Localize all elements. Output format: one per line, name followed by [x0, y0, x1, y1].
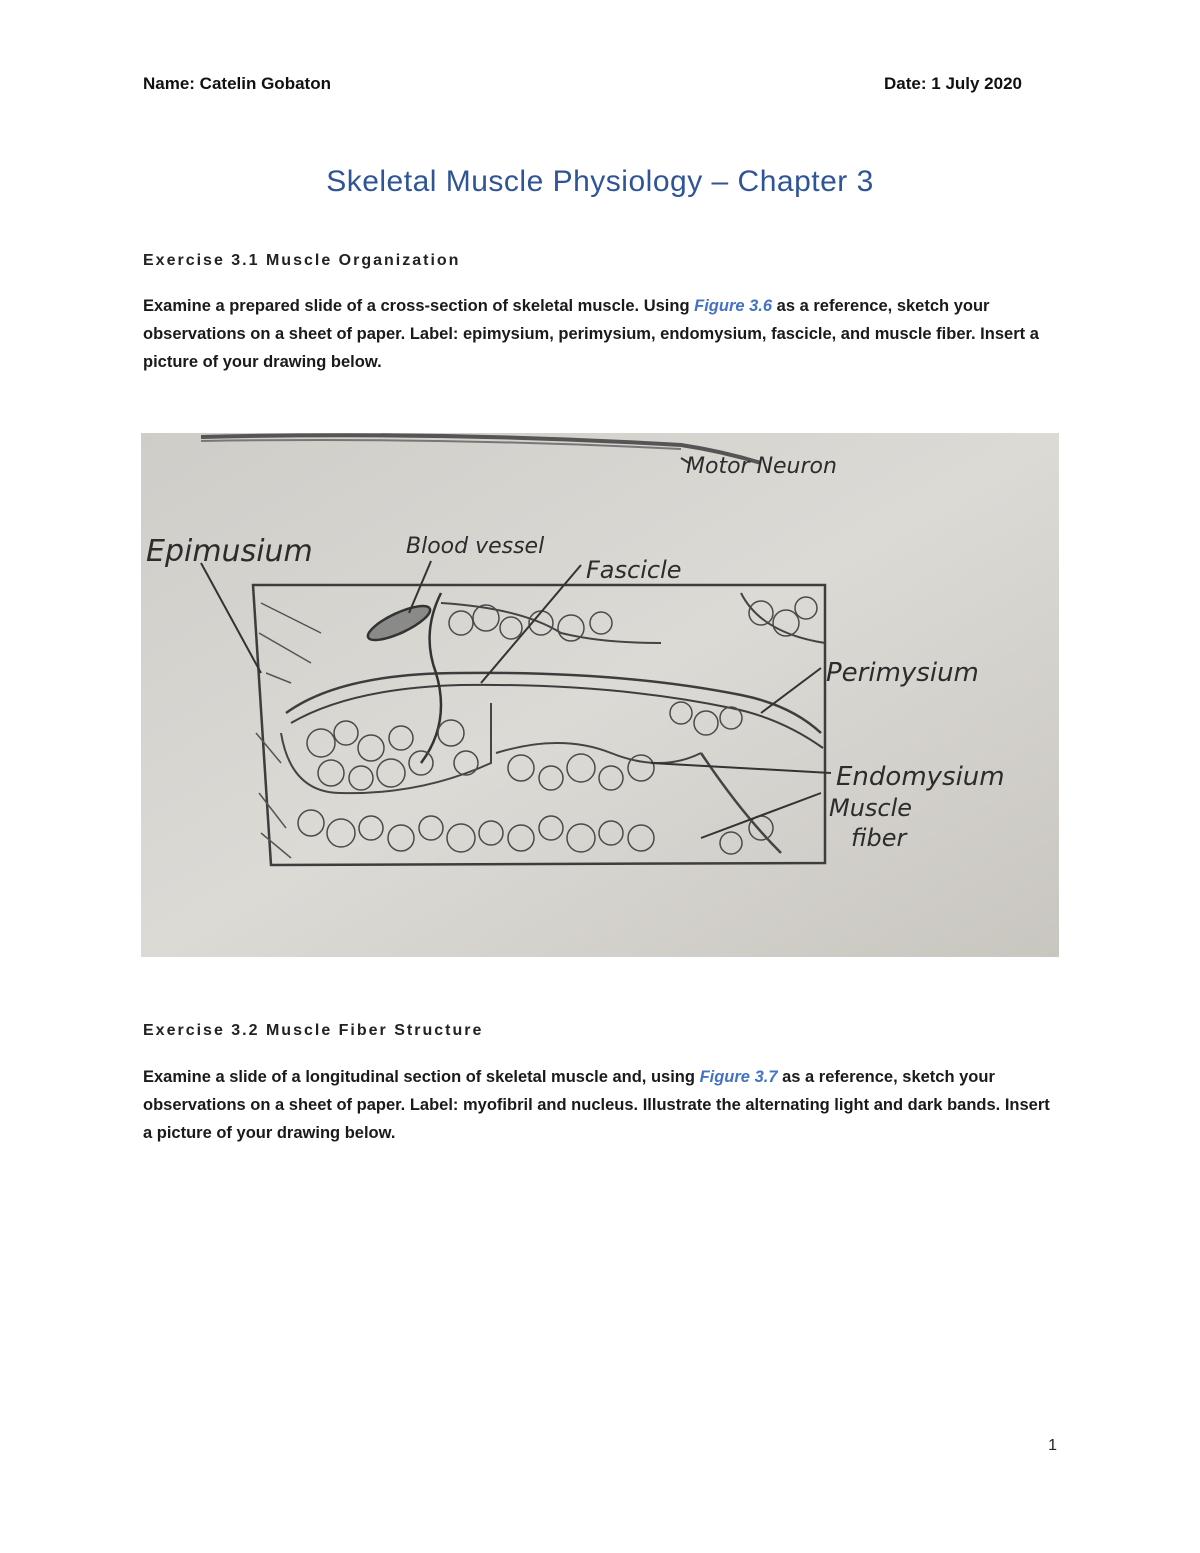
- date: Date: 1 July 2020: [884, 74, 1022, 93]
- exercise-3-1-heading: Exercise 3.1 Muscle Organization: [143, 252, 461, 269]
- muscle-cross-section-sketch: [141, 433, 1059, 957]
- label-fiber: fiber: [851, 824, 907, 852]
- figure-3-7-link[interactable]: Figure 3.7: [699, 1068, 778, 1086]
- exercise-3-2-heading: Exercise 3.2 Muscle Fiber Structure: [143, 1022, 484, 1039]
- page-number: 1: [1048, 1437, 1057, 1454]
- exercise-3-2-instructions: [143, 1063, 1058, 1147]
- instructions-text: Examine a prepared slide of a cross-section of skeletal muscle. Using: [143, 297, 695, 315]
- student-name: Name: Catelin Gobaton: [143, 74, 331, 93]
- label-blood-vessel: Blood vessel: [406, 534, 545, 559]
- label-motor-neuron: Motor Neuron: [686, 454, 837, 479]
- page-title: Skeletal Muscle Physiology – Chapter 3: [326, 165, 874, 198]
- exercise-3-1-instructions: [143, 292, 1058, 376]
- label-epimusium: Epimusium: [146, 534, 313, 569]
- instructions-text: as a reference, sketch your observations on a sheet of paper. Label: epimysium, perimysium, endomysium, fascicle, and muscle fiber. Insert a picture of your drawing below.: [143, 297, 1039, 371]
- label-perimysium: Perimysium: [826, 658, 979, 688]
- label-fascicle: Fascicle: [586, 556, 682, 584]
- instructions-text: Examine a slide of a longitudinal section of skeletal muscle and, using: [143, 1068, 700, 1086]
- label-muscle: Muscle: [829, 794, 913, 822]
- label-endomysium: Endomysium: [836, 762, 1005, 792]
- figure-3-6-link[interactable]: Figure 3.6: [694, 297, 773, 315]
- paper-background: [141, 433, 1059, 957]
- instructions-text: as a reference, sketch your observations on a sheet of paper. Label: myofibril and nucleus. Illustrate the alternating light and dark bands. Insert a picture of your drawing below.: [143, 1068, 1050, 1142]
